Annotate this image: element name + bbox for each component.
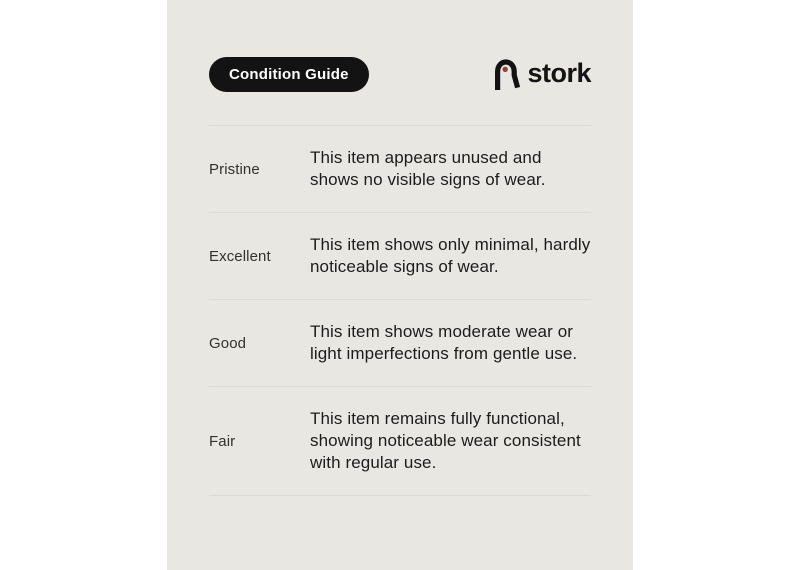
brand-name: stork xyxy=(527,57,591,88)
condition-label: Good xyxy=(209,334,247,352)
condition-description: This item appears unused and shows no visible signs of wear. xyxy=(310,148,546,189)
condition-guide-badge: Condition Guide xyxy=(209,57,369,92)
condition-label: Pristine xyxy=(209,160,260,178)
condition-label: Excellent xyxy=(209,247,271,265)
condition-description: This item shows only minimal, hardly noticeable signs of wear. xyxy=(310,235,591,276)
card-header xyxy=(209,56,591,92)
table-row-fair xyxy=(209,387,591,496)
table-row-excellent xyxy=(209,213,591,300)
condition-description: This item shows moderate wear or light imperfections from gentle use. xyxy=(310,322,578,363)
condition-description: This item remains fully functional, showing noticeable wear consistent with regular use. xyxy=(310,409,581,472)
condition-label: Fair xyxy=(209,432,236,450)
stork-logo xyxy=(492,59,591,90)
table-row-pristine xyxy=(209,126,591,213)
stork-mark-icon xyxy=(492,59,520,90)
conditions-table xyxy=(209,125,591,496)
condition-guide-card xyxy=(167,0,633,570)
table-row-good xyxy=(209,300,591,387)
